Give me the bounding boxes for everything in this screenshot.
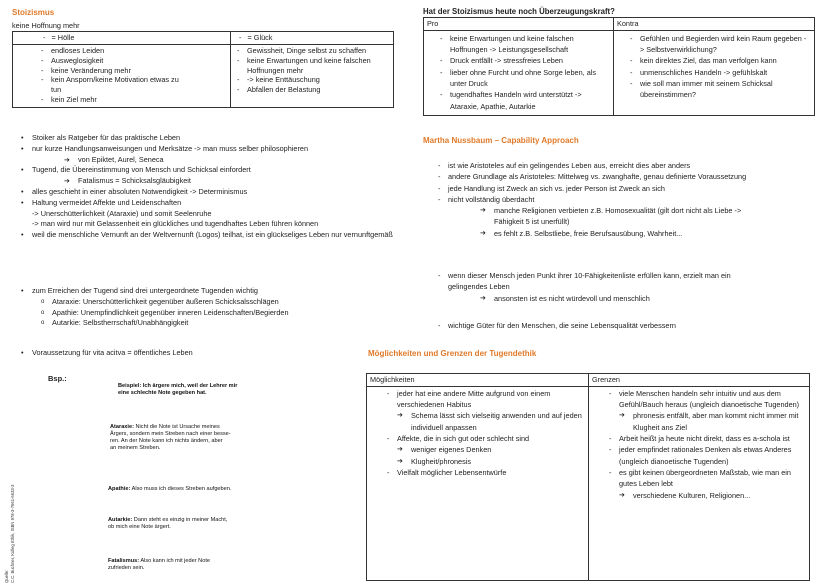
pro-contra-table	[423, 17, 815, 116]
hoelle-item: - kein Ziel mehr	[39, 95, 226, 105]
hoelle-item: - Ausweglosigkeit	[39, 56, 226, 66]
nussbaum-list-3	[436, 321, 816, 331]
grenzen-cell	[589, 386, 810, 580]
pro-item: - lieber ohne Furcht und ohne Sorge leben, als unter Druck	[438, 67, 609, 90]
grenze-item: - Arbeit heißt ja heute nicht direkt, dass es a-schola ist	[607, 433, 805, 444]
glueck-item: - -> keine Enttäuschung	[235, 75, 389, 85]
virtues-block	[20, 286, 400, 329]
pro-cell	[424, 30, 614, 115]
grenze-item: - viele Menschen handeln sehr intuitiv und aus dem Gefühl/Bauch heraus (ungleich dianoetische Tugenden)	[607, 388, 805, 411]
nussbaum-sub-item: ➔ es fehlt z.B. Selbstliebe, freie Berufsausübung, Wahrheit...	[480, 228, 816, 239]
glueck-item: - keine Erwartungen und keine falschen Hoffnungen mehr	[235, 56, 389, 76]
glueck-list-cell	[231, 44, 394, 107]
hoelle-item: - endloses Leiden	[39, 46, 226, 56]
tugendethik-table	[366, 373, 810, 581]
nussbaum-sub-item: ➔ ansonsten ist es nicht würdevoll und menschlich	[480, 293, 816, 304]
nussbaum-list-2	[436, 270, 816, 304]
moeglichkeit-item: - Vielfalt möglicher Lebensentwürfe	[385, 467, 584, 478]
pro-item: - tugendhaftes Handeln wird unterstützt -> Ataraxie, Apathie, Autarkie	[438, 89, 609, 112]
vita-activa-block	[20, 348, 400, 358]
moeglichkeit-sub-item: ➔ Klugheit/phronesis	[397, 456, 584, 467]
scan-line: eine schlechte Note gegeben hat.	[118, 389, 207, 396]
moeglichkeiten-header: Möglichkeiten	[367, 374, 589, 387]
nussbaum-item: - wichtige Güter für den Menschen, die seine Lebensqualität verbessern	[436, 321, 816, 331]
scan-apathie: Apathie: Also muss ich dieses Streben aufgeben.	[108, 486, 232, 492]
scan-autarkie: Autarkie: Dann steht es einzig in meiner Macht, ob mich eine Note ärgert.	[108, 517, 228, 530]
nussbaum-item: - andere Grundlage als Aristoteles: Mittelweg vs. zwanghafte, genau definierte Voraussetzung	[436, 171, 816, 182]
contra-header: Kontra	[614, 18, 815, 31]
virtue-item: o Autarkie: Selbstherrschaft/Unabhängigkeit	[40, 318, 400, 329]
glueck-item: - Abfallen der Belastung	[235, 85, 389, 95]
scan-ataraxie: Ataraxie: Nicht die Note ist Ursache meines Ärgers, sondern mein Streben nach einer besse- ren. An der Note kann ich nichts ändern, aber an meinem Streben.	[110, 424, 231, 451]
grenze-sub-item: ➔ verschiedene Kulturen, Religionen...	[619, 490, 805, 501]
vita-activa-item: • Voraussetzung für vita acitva = öffentliches Leben	[20, 348, 400, 358]
contra-item: - unmenschliches Handeln -> gefühlskalt	[628, 67, 810, 78]
bullet-item: • Stoiker als Ratgeber für das praktische Leben	[20, 133, 400, 144]
tugendethik-title: Möglichkeiten und Grenzen der Tugendethik	[368, 349, 537, 358]
virtue-item: o Ataraxie: Unerschütterlichkeit gegenüber äußeren Schicksalsschlägen	[40, 297, 400, 308]
hoelle-item: - kein Ansporn/keine Motivation etwas zu tun	[39, 75, 226, 95]
arrow-sub-item: ➔ Fatalismus = Schicksalsgläubigkeit	[64, 176, 400, 187]
moeglichkeit-sub-item: ➔ weniger eigenes Denken	[397, 444, 584, 455]
heute-title: Hat der Stoizismus heute noch Überzeugungskraft?	[423, 7, 615, 16]
bullet-item: • nur kurze Handlungsanweisungen und Merksätze -> man muss selber philosophieren	[20, 144, 400, 155]
grenze-item: - es gibt keinen übergeordneten Maßstab, wie man ein gutes Leben lebt	[607, 467, 805, 490]
grenze-sub-item: ➔ phronesis entfällt, aber man kommt nicht immer mit Klugheit ans Ziel	[619, 410, 805, 433]
stoizismus-bullets	[20, 133, 400, 241]
hoelle-item: - keine Veränderung mehr	[39, 66, 226, 76]
source-label: Quelle:	[4, 569, 9, 583]
scan-example-header	[118, 383, 237, 397]
moeglichkeit-item: - Affekte, die in sich gut oder schlecht sind	[385, 433, 584, 444]
contra-cell	[614, 30, 815, 115]
contra-item: - kein direktes Ziel, das man verfolgen kann	[628, 55, 810, 66]
contra-item: - wie soll man immer mit seinem Schicksal übereinstimmen?	[628, 78, 810, 101]
source-credit	[4, 465, 16, 583]
moeglichkeit-sub-item: ➔ Schema lässt sich vielseitig anwenden und auf jeden individuell anpassen	[397, 410, 584, 433]
moeglichkeit-item: - jeder hat eine andere Mitte aufgrund von einem verschiedenen Habitus	[385, 388, 584, 411]
hoelle-header: - = Hölle	[13, 32, 231, 45]
scan-fatalismus: Fatalismus: Also kann ich mit jeder Note zufrieden sein.	[108, 558, 210, 571]
grenzen-header: Grenzen	[589, 374, 810, 387]
nussbaum-title: Martha Nussbaum – Capability Approach	[423, 136, 579, 145]
nussbaum-item: - ist wie Aristoteles auf ein gelingendes Leben aus, erreicht dies aber anders	[436, 160, 816, 171]
hoelle-glueck-table	[12, 31, 394, 108]
glueck-item: - Gewissheit, Dinge selbst zu schaffen	[235, 46, 389, 56]
virtue-item: o Apathie: Unempfindlichkeit gegenüber inneren Leidenschaften/Begierden	[40, 308, 400, 319]
hoelle-list-cell	[13, 44, 231, 107]
bullet-item: • Haltung vermeidet Affekte und Leidenschaften	[20, 198, 400, 209]
stoizismus-subtitle: keine Hoffnung mehr	[12, 21, 80, 30]
pro-item: - keine Erwartungen und keine falschen Hoffnungen -> Leistungsgesellschaft	[438, 33, 609, 56]
example-label: Bsp.:	[48, 374, 67, 383]
stoizismus-title: Stoizismus	[12, 8, 55, 17]
virtue-intro: • zum Erreichen der Tugend sind drei untergeordnete Tugenden wichtig	[20, 286, 400, 297]
moeglichkeiten-cell	[367, 386, 589, 580]
contra-item: - Gefühlen und Begierden wird kein Raum gegeben -> Selbstverwirklichung?	[628, 33, 810, 56]
bullet-item: • alles geschieht in einer absoluten Notwendigkeit -> Determinismus	[20, 187, 400, 198]
bullet-item: • Tugend, die Übereinstimmung von Mensch und Schicksal einfordert	[20, 165, 400, 176]
grenze-item: - jeder empfindet rationales Denken als etwas Anderes (ungleich dianoetische Tugenden)	[607, 444, 805, 467]
nussbaum-sub-item: ➔ manche Religionen verbieten z.B. Homosexualität (gilt dort nicht als Liebe -> Fähigkeit 5 ist unerfüllt)	[480, 205, 816, 228]
source-detail: C.C. Buchner, Kolleg Ethik, ISBN 978-3-7661-6633-3	[9, 484, 15, 583]
nussbaum-item: - jede Handlung ist Zweck an sich vs. jeder Person ist Zweck an sich	[436, 183, 816, 194]
sub-line: -> man wird nur mit Gelassenheit ein glückliches und tugendhaftes Leben führen können	[32, 219, 319, 229]
bullet-item: • weil die menschliche Vernunft an der Weltvernunft (Logos) teilhat, ist ein glückseliges Leben nur vernunftgemäß	[20, 230, 400, 241]
arrow-sub-item: ➔ von Epiktet, Aurel, Seneca	[64, 155, 400, 166]
scan-line: Beispiel: Ich ärgere mich, weil der Lehrer mir	[118, 383, 238, 389]
pro-header: Pro	[424, 18, 614, 31]
sub-line: -> Unerschütterlichkeit (Ataraxie) und somit Seelenruhe	[32, 208, 212, 218]
nussbaum-item: - wenn dieser Mensch jeden Punkt ihrer 10-Fähigkeitenliste erfüllen kann, erzielt man ein gelingendes Leben	[436, 270, 816, 293]
nussbaum-item: - nicht vollständig überdacht	[436, 194, 816, 205]
pro-item: - Druck entfällt -> stressfreies Leben	[438, 55, 609, 66]
glueck-header: - = Glück	[231, 32, 394, 45]
nussbaum-list	[436, 160, 816, 239]
